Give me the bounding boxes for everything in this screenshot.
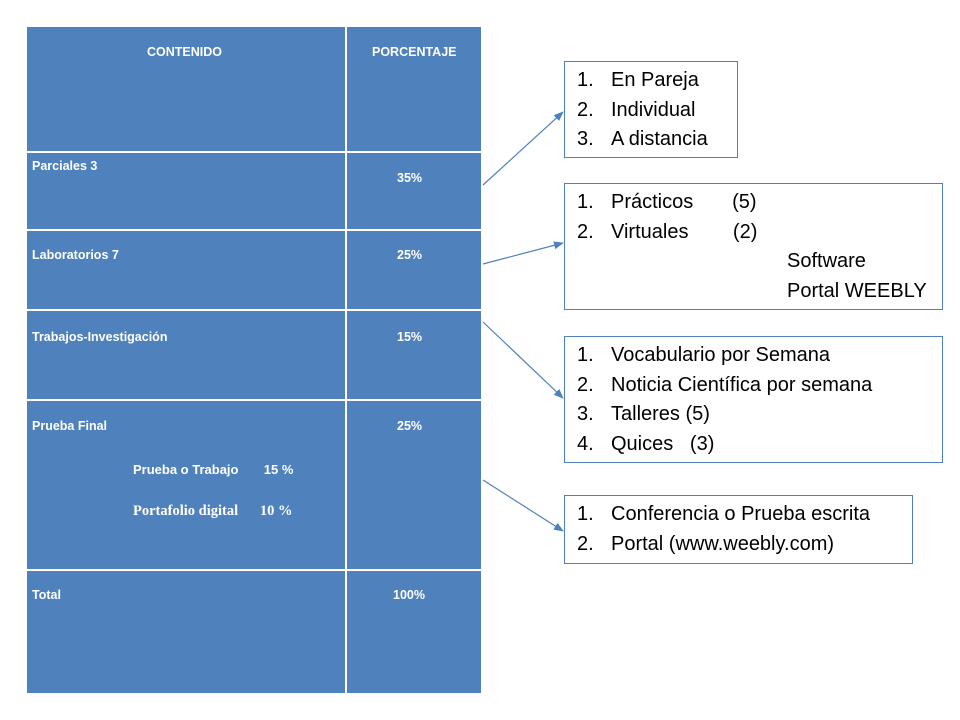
row-porcentaje: 35% [397,171,423,185]
row-contenido: Laboratorios 7 [32,248,119,262]
row-porcentaje: 25% [397,419,423,433]
arrow-trabajos [483,322,563,398]
list-item: 2. Portal (www.weebly.com) [577,532,835,555]
list-item: 1. En Pareja [577,69,699,91]
box-modalidad [564,61,738,158]
arrow-parciales [483,112,563,185]
box-laboratorios [564,183,943,310]
row-porcentaje: 15% [397,330,423,344]
arrow-prueba-final [483,480,563,531]
arrow-laboratorios [483,243,563,264]
row-contenido: Prueba Final [32,419,108,433]
extra-software: Software [787,250,866,272]
list-item: 2. Virtuales (2) [577,220,758,243]
row-contenido: Trabajos-Investigación [32,330,168,344]
extra-portal-weebly: Portal WEEBLY [787,279,927,302]
detail-portafolio-digital: Portafolio digital 10 % [133,503,293,519]
list-item: 1. Conferencia o Prueba escrita [577,503,871,525]
row-porcentaje: 25% [397,248,423,262]
list-item: 4. Quices (3) [577,432,715,455]
row-contenido: Total [32,588,61,602]
list-item: 2. Noticia Científica por semana [577,373,873,396]
row-porcentaje: 100% [393,588,425,602]
header-contenido: CONTENIDO [147,45,222,59]
list-item: 3. Talleres (5) [577,403,710,425]
header-porcentaje: PORCENTAJE [372,45,457,59]
list-item: 2. Individual [577,98,696,121]
box-prueba-final [564,495,913,564]
row-contenido: Parciales 3 [32,159,98,173]
detail-prueba-trabajo: Prueba o Trabajo 15 % [133,462,294,477]
box-trabajos [564,336,943,463]
list-item: 1. Prácticos (5) [577,191,757,213]
list-item: 1. Vocabulario por Semana [577,344,831,366]
list-item: 3. A distancia [577,128,708,150]
